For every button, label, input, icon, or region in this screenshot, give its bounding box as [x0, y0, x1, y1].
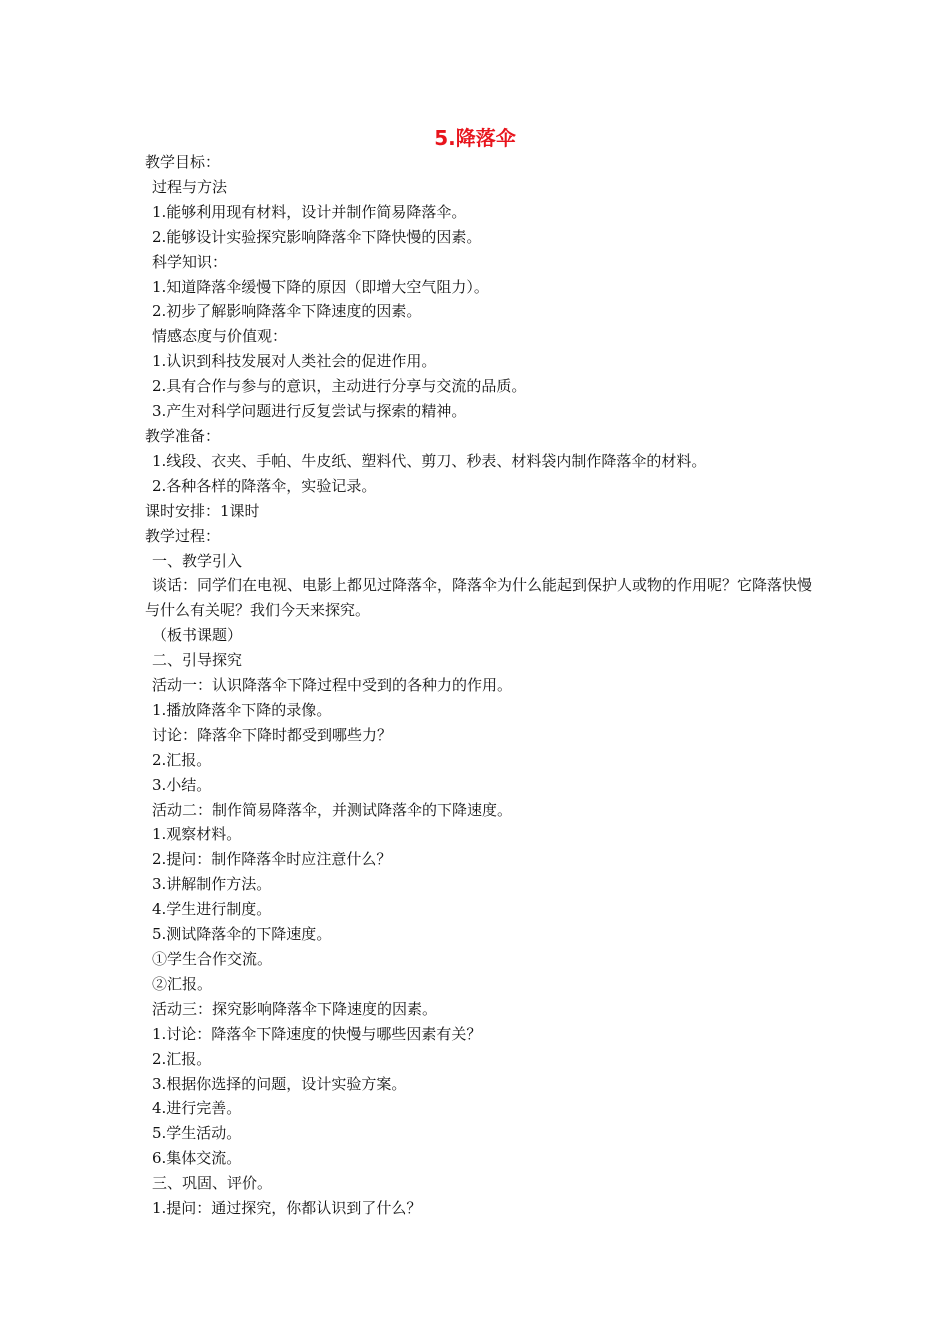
document-title: 5.降落伞 — [434, 126, 516, 150]
text-line: 1.播放降落伞下降的录像。 — [152, 700, 332, 719]
text-line: 1.讨论：降落伞下降速度的快慢与哪些因素有关？ — [152, 1024, 482, 1043]
text-line: 3.产生对科学问题进行反复尝试与探索的精神。 — [152, 402, 467, 421]
text-line: ①学生合作交流。 — [152, 950, 273, 968]
text-line: 4.学生进行制度。 — [152, 900, 272, 919]
text-line: 一、教学引入 — [152, 551, 243, 570]
text-line: 活动二：制作简易降落伞，并测试降落伞的下降速度。 — [152, 800, 513, 819]
text-line: 情感态度与价值观： — [152, 327, 288, 346]
text-line: 课时安排：1课时 — [145, 501, 260, 520]
text-line: 2.具有合作与参与的意识，主动进行分享与交流的品质。 — [152, 377, 527, 396]
text-line: 讨论：降落伞下降时都受到哪些力？ — [152, 725, 393, 744]
text-line: 活动三：探究影响降落伞下降速度的因素。 — [152, 999, 438, 1018]
text-line: 5.学生活动。 — [152, 1124, 242, 1143]
text-line: 5.测试降落伞的下降速度。 — [152, 925, 332, 944]
text-line: 2.汇报。 — [152, 1049, 212, 1068]
text-line: 6.集体交流。 — [152, 1149, 242, 1168]
text-line: 2.提问：制作降落伞时应注意什么？ — [152, 850, 392, 869]
text-line: 1.线段、衣夹、手帕、牛皮纸、塑料代、剪刀、秒表、材料袋内制作降落伞的材料。 — [152, 451, 707, 470]
text-line: （板书课题） — [152, 626, 243, 645]
text-line: 教学准备： — [145, 426, 221, 445]
text-line: 3.根据你选择的问题，设计实验方案。 — [152, 1074, 407, 1093]
text-line: 3.小结。 — [152, 775, 212, 794]
text-line: 2.能够设计实验探究影响降落伞下降快慢的因素。 — [152, 227, 482, 246]
text-line: 科学知识： — [152, 252, 228, 271]
text-line: 1.知道降落伞缓慢下降的原因（即增大空气阻力）。 — [152, 277, 489, 296]
text-line: 3.讲解制作方法。 — [152, 875, 272, 894]
text-line: 2.汇报。 — [152, 750, 212, 769]
text-line: 谈话：同学们在电视、电影上都见过降落伞，降落伞为什么能起到保护人或物的作用呢？它降落快慢与什么有关呢？我们今天来探究。 — [145, 576, 813, 620]
text-line: ②汇报。 — [152, 974, 213, 993]
text-line: 2.各种各样的降落伞，实验记录。 — [152, 476, 377, 495]
text-line: 1.观察材料。 — [152, 825, 242, 844]
text-line: 二、引导探究 — [152, 651, 243, 670]
text-line: 4.进行完善。 — [152, 1099, 242, 1118]
text-line: 1.提问：通过探究，你都认识到了什么？ — [152, 1199, 422, 1218]
document-body — [145, 150, 815, 1221]
text-line: 1.认识到科技发展对人类社会的促进作用。 — [152, 352, 437, 371]
text-line: 三、巩固、评价。 — [152, 1174, 273, 1193]
text-line: 活动一：认识降落伞下降过程中受到的各种力的作用。 — [152, 676, 513, 695]
text-line: 2.初步了解影响降落伞下降速度的因素。 — [152, 302, 422, 321]
text-line: 教学目标： — [145, 153, 221, 171]
text-line: 教学过程： — [145, 526, 221, 545]
text-line: 过程与方法 — [152, 177, 228, 196]
text-line: 1.能够利用现有材料，设计并制作简易降落伞。 — [152, 202, 467, 221]
